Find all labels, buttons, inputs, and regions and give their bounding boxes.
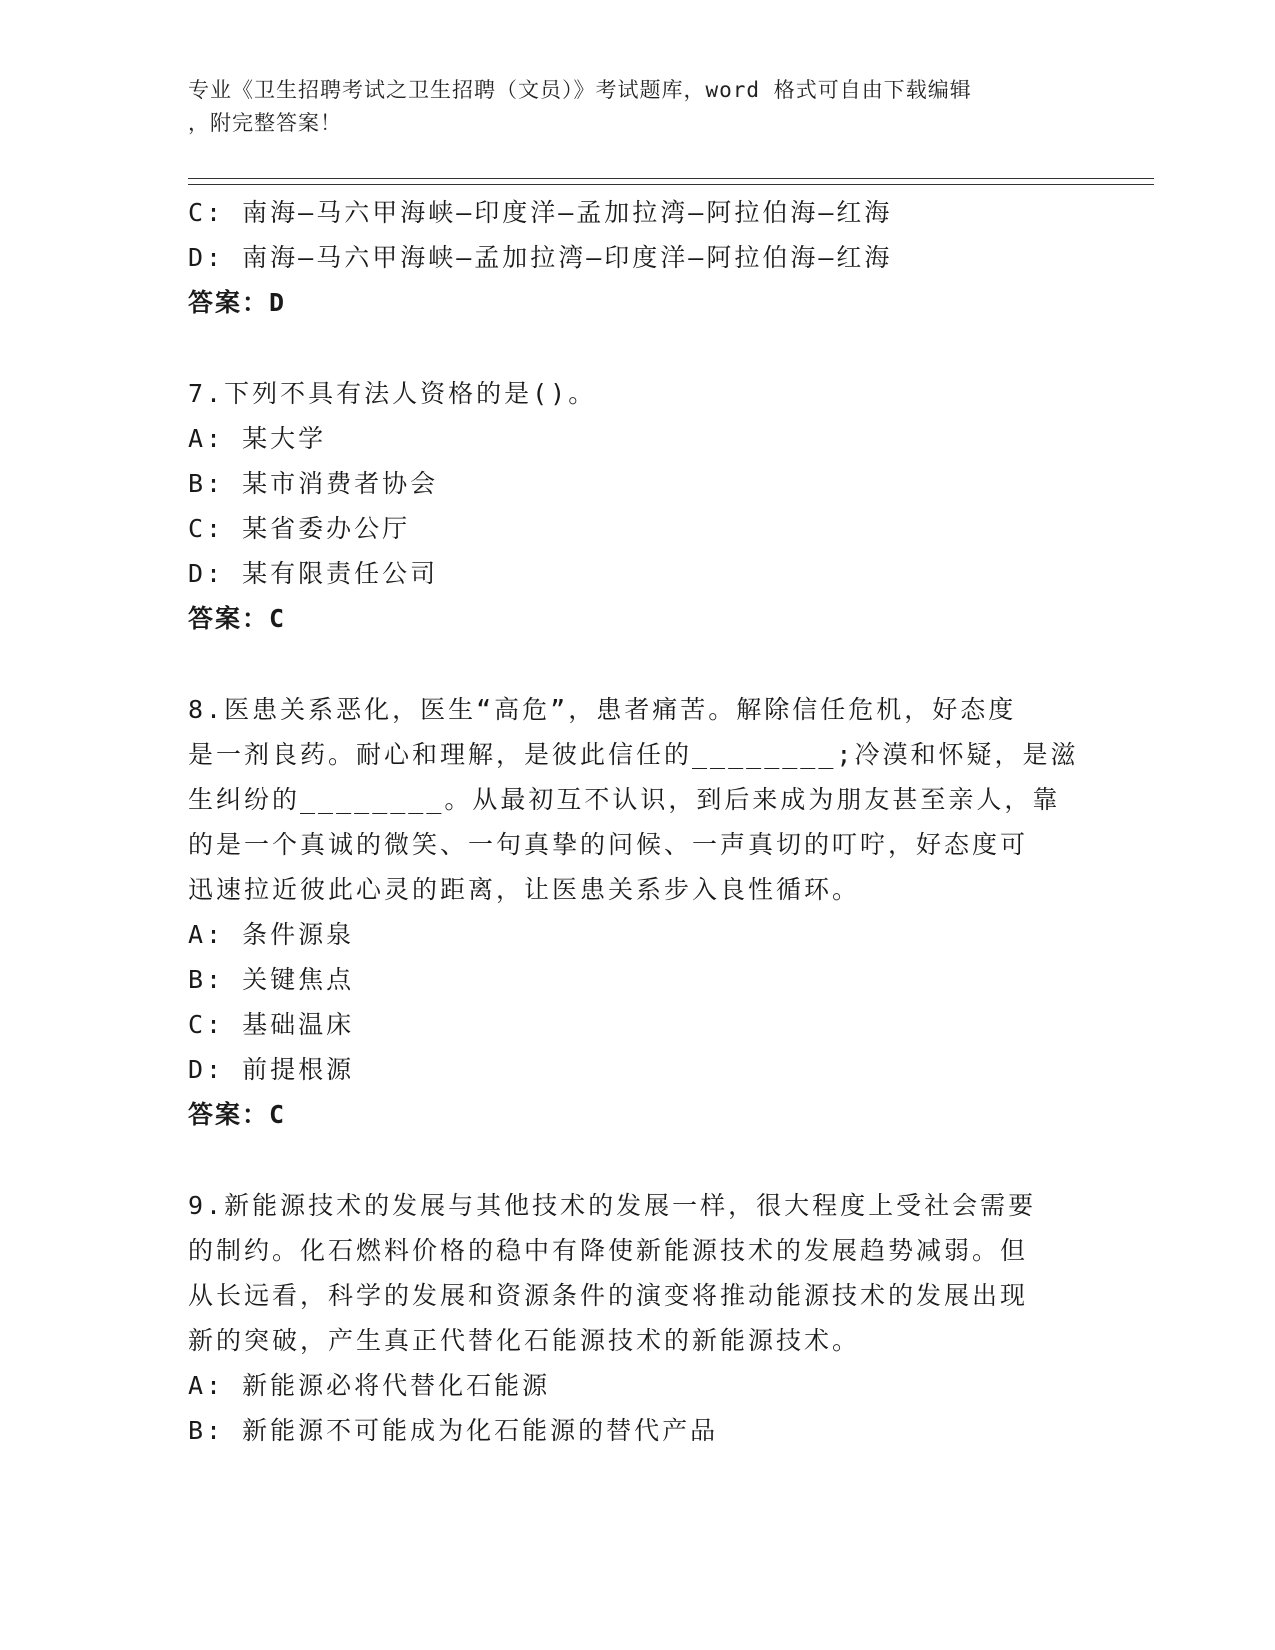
option-b: B: 关键焦点 bbox=[188, 965, 355, 994]
option-c: C: 基础温床 bbox=[188, 1010, 355, 1039]
option-d: D: 前提根源 bbox=[188, 1055, 355, 1084]
option-a: A: 新能源必将代替化石能源 bbox=[188, 1371, 551, 1400]
question-stem-line: 新的突破，产生真正代替化石能源技术的新能源技术。 bbox=[188, 1326, 861, 1355]
option-a: A: 条件源泉 bbox=[188, 920, 355, 949]
question-8 bbox=[188, 687, 1088, 1137]
answer-line: 答案：C bbox=[188, 1100, 287, 1129]
option-d: D: 南海—马六甲海峡—孟加拉湾—印度洋—阿拉伯海—红海 bbox=[188, 243, 893, 272]
option-b: B: 新能源不可能成为化石能源的替代产品 bbox=[188, 1416, 719, 1445]
question-7 bbox=[188, 371, 1088, 641]
question-stem-line: 从长远看，科学的发展和资源条件的演变将推动能源技术的发展出现 bbox=[188, 1281, 1029, 1310]
option-c: C: 南海—马六甲海峡—印度洋—孟加拉湾—阿拉伯海—红海 bbox=[188, 198, 893, 227]
question-stem-line: 迅速拉近彼此心灵的距离，让医患关系步入良性循环。 bbox=[188, 875, 861, 904]
header-rule-bottom bbox=[188, 184, 1154, 185]
option-a: A: 某大学 bbox=[188, 424, 327, 453]
header-line-1: 专业《卫生招聘考试之卫生招聘（文员）》考试题库，word 格式可自由下载编辑 bbox=[188, 78, 972, 102]
question-stem: 7.下列不具有法人资格的是()。 bbox=[188, 379, 597, 408]
question-stem-line: 是一剂良药。耐心和理解，是彼此信任的________;冷漠和怀疑，是滋 bbox=[188, 740, 1079, 769]
question-9 bbox=[188, 1183, 1088, 1453]
option-d: D: 某有限责任公司 bbox=[188, 559, 439, 588]
header-line-2: ，附完整答案！ bbox=[188, 111, 342, 135]
answer-line: 答案：C bbox=[188, 604, 287, 633]
option-b: B: 某市消费者协会 bbox=[188, 469, 439, 498]
document-header bbox=[188, 74, 1088, 140]
question-stem-line: 生纠纷的________。从最初互不认识，到后来成为朋友甚至亲人，靠 bbox=[188, 785, 1061, 814]
question-stem-line: 9.新能源技术的发展与其他技术的发展一样，很大程度上受社会需要 bbox=[188, 1191, 1037, 1220]
answer-line: 答案：D bbox=[188, 288, 287, 317]
question-stem-line: 8.医患关系恶化，医生“高危”，患者痛苦。解除信任危机，好态度 bbox=[188, 695, 1017, 724]
document-body bbox=[188, 190, 1088, 1453]
prev-question bbox=[188, 190, 1088, 325]
header-rule-top bbox=[188, 178, 1154, 179]
option-c: C: 某省委办公厅 bbox=[188, 514, 411, 543]
question-stem-line: 的是一个真诚的微笑、一句真挚的问候、一声真切的叮咛，好态度可 bbox=[188, 830, 1029, 859]
question-stem-line: 的制约。化石燃料价格的稳中有降使新能源技术的发展趋势减弱。但 bbox=[188, 1236, 1029, 1265]
